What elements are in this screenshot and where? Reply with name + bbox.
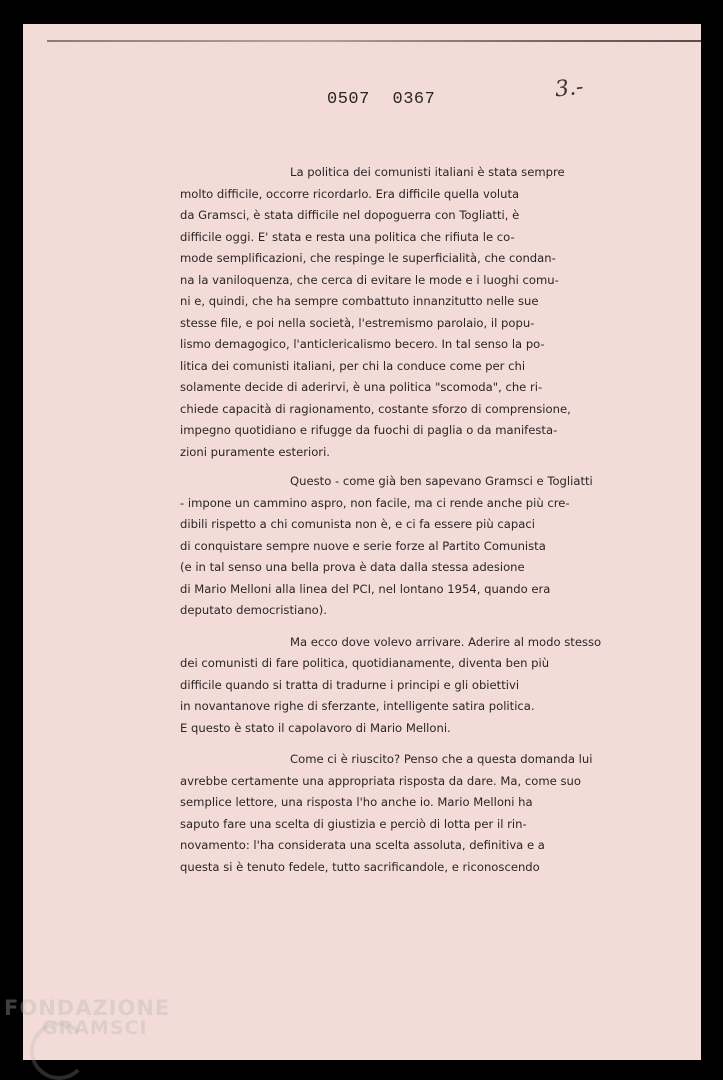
text-line: di conquistare sempre nuove e serie forze al Partito Comunista <box>180 538 546 553</box>
text-line: mode semplificazioni, che respinge le superficialità, che condan- <box>180 251 556 265</box>
text-line: novamento: l'ha considerata una scelta assoluta, definitiva e a <box>180 838 545 852</box>
text-line: Questo - come già ben sapevano Gramsci e Togliatti <box>290 474 593 488</box>
paragraph-4 <box>180 749 650 878</box>
document-code: 0507 0367 <box>327 90 436 109</box>
text-line: chiede capacità di ragionamento, costante sforzo di comprensione, <box>180 401 571 416</box>
text-line: Ma ecco dove volevo arrivare. Aderire al modo stesso <box>290 634 602 649</box>
text-line: semplice lettore, una risposta l'ho anche io. Mario Melloni ha <box>180 795 533 809</box>
watermark-line-2: GRAMSCI <box>42 1017 148 1039</box>
text-line: Come ci è riuscito? Penso che a questa domanda lui <box>290 752 593 766</box>
text-line: in novantanove righe di sferzante, intelligente satira politica. <box>180 699 535 713</box>
text-line: dibili rispetto a chi comunista non è, e ci fa essere più capaci <box>180 517 535 531</box>
text-line: questa si è tenuto fedele, tutto sacrificandole, e riconoscendo <box>180 859 540 874</box>
text-line: dei comunisti di fare politica, quotidianamente, diventa ben più <box>180 656 550 670</box>
text-line: (e in tal senso una bella prova è data dalla stessa adesione <box>180 560 525 574</box>
document-body <box>180 162 650 878</box>
text-line: stesse file, e poi nella società, l'estremismo parolaio, il popu- <box>180 315 535 330</box>
text-line: zioni puramente esteriori. <box>180 444 330 459</box>
text-line: - impone un cammino aspro, non facile, ma ci rende anche più cre- <box>180 495 570 510</box>
text-line: E questo è stato il capolavoro di Mario Melloni. <box>180 720 451 735</box>
text-line: molto difficile, occorre ricordarlo. Era difficile quella voluta <box>180 186 520 201</box>
text-line: da Gramsci, è stata difficile nel dopoguerra con Togliatti, è <box>180 208 520 222</box>
watermark <box>4 998 170 1038</box>
text-line: solamente decide di aderirvi, è una politica "scomoda", che ri- <box>180 380 543 394</box>
text-line: ni e, quindi, che ha sempre combattuto innanzitutto nelle sue <box>180 294 539 308</box>
handwritten-page-number: 3.- <box>553 74 585 103</box>
watermark-line-1: FONDAZIONE <box>4 996 171 1020</box>
document-page <box>23 24 701 1060</box>
text-line: di Mario Melloni alla linea del PCI, nel lontano 1954, quando era <box>180 581 551 596</box>
paragraph-3 <box>180 632 650 740</box>
text-line: difficile oggi. E' stata e resta una politica che rifiuta le co- <box>180 229 515 244</box>
text-line: avrebbe certamente una appropriata risposta da dare. Ma, come suo <box>180 773 581 788</box>
text-line: lismo demagogico, l'anticlericalismo becero. In tal senso la po- <box>180 337 545 351</box>
text-line: difficile quando si tratta di tradurne i principi e gli obiettivi <box>180 677 520 692</box>
text-line: na la vaniloquenza, che cerca di evitare le mode e i luoghi comu- <box>180 272 559 287</box>
text-line: deputato democristiano). <box>180 603 327 617</box>
text-line: La politica dei comunisti italiani è stata sempre <box>290 165 565 179</box>
paragraph-1 <box>180 162 650 463</box>
text-line: impegno quotidiano e rifugge da fuochi di paglia o da manifesta- <box>180 423 558 437</box>
page-top-edge <box>47 40 701 42</box>
text-line: litica dei comunisti italiani, per chi la conduce come per chi <box>180 358 526 373</box>
text-line: saputo fare una scelta di giustizia e perciò di lotta per il rin- <box>180 816 527 831</box>
paragraph-2 <box>180 471 650 622</box>
